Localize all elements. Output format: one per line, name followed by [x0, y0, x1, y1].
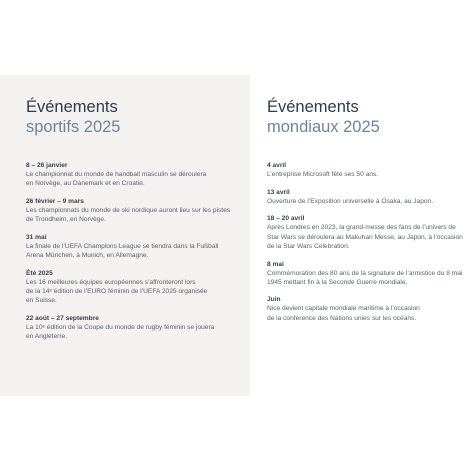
event-item [26, 314, 244, 341]
world-title-line2: mondiaux 2025 [267, 118, 380, 136]
event-description: La finale de l’UEFA Champions League se tiendra dans la Fußball Arena München, à Munich, en Allemagne. [26, 242, 219, 260]
event-item [26, 161, 244, 188]
event-date: 13 avril [267, 188, 290, 196]
event-date: 8 mai [267, 260, 284, 268]
event-date: 18 – 20 avril [267, 215, 305, 223]
world-events-title [267, 97, 380, 137]
event-description: L’entreprise Microsoft fête ses 50 ans. [267, 171, 379, 178]
event-description: Nice devient capitale mondiale maritime à l’occasion de la conférence des Nations unies sur les océans. [267, 305, 420, 322]
sports-event-list [26, 161, 244, 350]
world-events-panel [250, 75, 472, 396]
event-description: Commémoration des 80 ans de la signature de l’armistice du 8 mai 1945 mettant fin à la Seconde Guerre mondiale. [267, 269, 463, 286]
event-date: Juin [267, 296, 281, 304]
event-date: 22 août – 27 septembre [26, 314, 99, 322]
event-date: 31 mai [26, 233, 47, 241]
event-date: 8 – 26 janvier [26, 162, 68, 169]
event-description: Après Londres en 2023, la grand-messe des fans de l’univers de Star Wars se déroulera au Makuhari Messe, au Japon, à l’occasion de la Star Wars Celebration. [267, 224, 463, 250]
event-description: Le championnat du monde de handball masculin se déroulera en Norvège, au Danemark et en Croatie. [26, 171, 207, 188]
event-date: 4 avril [267, 162, 287, 169]
event-item [267, 161, 470, 179]
world-title-line1: Événements [267, 98, 359, 116]
event-item [26, 197, 244, 224]
event-description: Les 16 meilleures équipes européennes s’affronteront lors de la 14ᵉ édition de l’EURO féminin de l’UEFA 2025 organisée en Suisse. [26, 278, 208, 305]
event-item [26, 269, 244, 306]
event-item [267, 295, 470, 322]
event-date: Été 2025 [26, 269, 53, 277]
sports-events-title [26, 97, 120, 137]
sports-events-panel [0, 75, 250, 396]
event-date: 26 février – 9 mars [26, 197, 84, 205]
event-description: La 10ᵉ édition de la Coupe du monde de rugby féminin se jouera en Angleterre. [26, 323, 215, 341]
event-item [267, 188, 470, 206]
sports-title-line1: Événements [26, 98, 118, 116]
event-item [267, 260, 470, 287]
sports-title-line2: sportifs 2025 [26, 118, 121, 136]
event-item [26, 233, 244, 260]
event-item [267, 214, 470, 251]
event-description: Ouverture de l’Exposition universelle à Osaka, au Japon. [267, 197, 434, 205]
world-event-list [267, 161, 470, 331]
event-description: Les championnats du monde de ski nordique auront lieu sur les pistes de Trondheim, en Norvège. [26, 206, 231, 224]
